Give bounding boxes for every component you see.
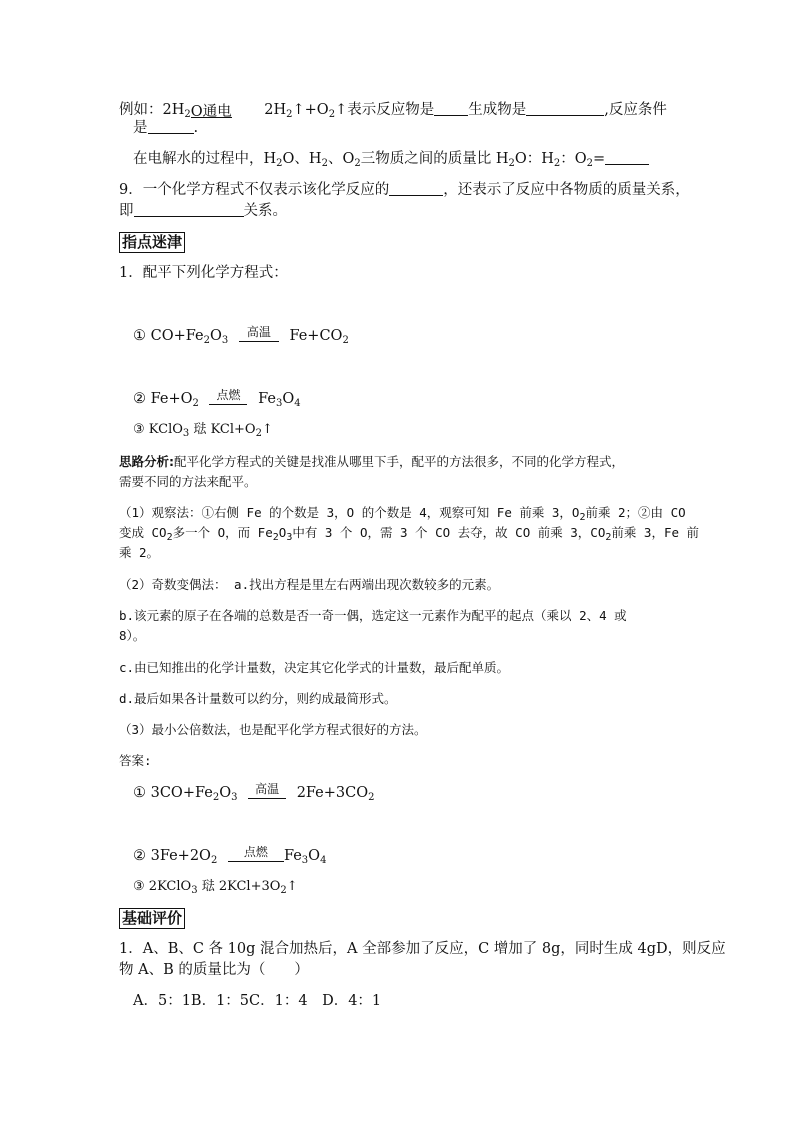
text: 前乘 3，Fe 前 (611, 525, 700, 540)
subscript: 2 (276, 158, 283, 169)
text: 2KClO (148, 879, 192, 894)
question-9-line-2 (119, 201, 287, 221)
basic-q1-line-1: 1．A、B、C 各 10g 混合加热后，A 全部参加了反应，C 增加了 8g，同时生成 4gD，则反应 (119, 941, 726, 957)
text: 在电解水的过程中，H (133, 151, 277, 167)
text: O (190, 104, 203, 120)
question-1-title: 1．配平下列化学方程式： (119, 265, 288, 281)
condition-text: 高温 (255, 782, 280, 796)
analysis-p3-line-2: 8）。 (119, 628, 146, 643)
text: 即 (119, 203, 134, 219)
section-title-basic-evaluation: 基础评价 (119, 908, 185, 929)
basic-q1-line-2: 物 A、B 的质量比为（ ） (119, 962, 309, 978)
subscript: 2 (184, 109, 191, 120)
answer-equation-3 (133, 877, 298, 897)
number: ③ (133, 422, 145, 437)
condition-text: 通电 (202, 104, 232, 120)
equation-1 (133, 326, 349, 346)
text: 9．一个化学方程式不仅表示该化学反应的 (119, 182, 390, 198)
number: ① (133, 328, 146, 344)
text: 中有 3 个 O，需 3 个 CO 去夺，故 CO 前乘 3，CO (292, 525, 606, 540)
text: 配平化学方程式的关键是找准从哪里下手，配平的方法很多，不同的化学方程式， (174, 454, 625, 469)
condition-text: 高温 (246, 325, 271, 339)
analysis-p3-line-1: b.该元素的原子在各端的总数是否一奇一偶，选定这一元素作为配平的起点（乘以 2、4 或 (119, 608, 627, 623)
subscript: 3 (221, 335, 229, 346)
text: = (593, 151, 606, 167)
text: O：H (514, 151, 554, 167)
analysis-p6: （3）最小公倍数法，也是配平化学方程式很好的方法。 (119, 722, 427, 737)
condition-bar (209, 404, 247, 405)
text: Fe+CO (289, 328, 343, 344)
text: 2H (264, 102, 287, 118)
subscript: 2 (605, 532, 612, 543)
blank (148, 119, 194, 134)
text: 前乘 2；②由 CO (585, 505, 686, 520)
analysis-p5: d.最后如果各计量数可以约分，则约成最简形式。 (119, 691, 397, 706)
text: O (308, 848, 321, 864)
text: 关系。 (243, 203, 287, 219)
reaction-condition (248, 782, 286, 799)
subscript: 3 (182, 428, 190, 439)
reaction-condition (209, 388, 247, 405)
text: O (278, 525, 287, 540)
analysis-p2: （2）奇数变偶法： a.找出方程是里左右两端出现次数较多的元素。 (119, 577, 500, 592)
text: 变成 CO (119, 525, 167, 540)
subscript: 3 (231, 792, 238, 803)
subscript: 2 (321, 158, 328, 169)
subscript: 2 (212, 792, 220, 803)
text: 生成物是 (468, 102, 527, 118)
blank (605, 150, 649, 165)
text: Fe+O (150, 391, 193, 407)
subscript: 2 (342, 335, 349, 346)
text: ↑+O (292, 102, 329, 118)
subscript: 3 (275, 398, 283, 409)
equation-2 (133, 389, 301, 409)
text: 多一个 O，而 Fe (172, 525, 273, 540)
subscript: 2 (586, 158, 594, 169)
number: ③ (133, 879, 145, 894)
analysis-p1-line-2 (119, 523, 699, 543)
condition-text: 点燃 (243, 845, 268, 859)
blank (389, 181, 443, 196)
text: O、H (282, 151, 322, 167)
text: 3CO+Fe (150, 785, 213, 801)
text: ↑表示反应物是 (335, 102, 435, 118)
analysis-p4: c.由已知推出的化学计量数，决定其它化学式的计量数，最后配单质。 (119, 660, 510, 675)
underlined-condition (191, 102, 232, 118)
subscript: 2 (210, 855, 218, 866)
subscript: 2 (286, 109, 293, 120)
blank (134, 202, 244, 217)
subscript: 2 (328, 109, 336, 120)
number: ② (133, 391, 146, 407)
text: 3Fe+2O (150, 848, 211, 864)
subscript: 4 (294, 398, 301, 409)
blank (434, 101, 468, 116)
text: . (193, 120, 199, 136)
number: ② (133, 848, 146, 864)
text: Fe (283, 848, 302, 864)
text: ，还表示了反应中各物质的质量关系， (443, 182, 690, 198)
number: ① (133, 785, 146, 801)
subscript: 2 (354, 158, 361, 169)
example-line-2 (133, 118, 198, 138)
answer-equation-2 (133, 846, 326, 866)
up-arrow: ↑ (261, 422, 273, 437)
answer-equation-1 (133, 783, 375, 803)
text: Fe (258, 391, 276, 407)
subscript: 3 (191, 885, 198, 896)
analysis-line-1 (119, 452, 624, 472)
condition-bar (239, 341, 279, 342)
subscript: 2 (553, 158, 561, 169)
up-arrow: ↑ (286, 879, 298, 894)
basic-q1-options: A．5：1B．1：5C．1：4 D．4：1 (133, 993, 382, 1009)
text: KClO (148, 422, 183, 437)
subscript: 2 (368, 792, 375, 803)
subscript: 2 (579, 512, 586, 523)
text: 琺 (189, 422, 211, 437)
text: ：O (560, 151, 587, 167)
text: ,反应条件 (604, 102, 667, 118)
text: 2Fe+3CO (296, 785, 369, 801)
subscript: 2 (272, 532, 279, 543)
reaction-condition (239, 325, 279, 342)
text: O (282, 391, 295, 407)
section-title-guide: 指点迷津 (119, 232, 185, 253)
text: O (219, 785, 232, 801)
blank (526, 101, 604, 116)
example-line (119, 100, 667, 120)
text: 例如：2H (119, 102, 185, 118)
subscript: 2 (508, 158, 515, 169)
analysis-line-2: 需要不同的方法来配平。 (119, 474, 257, 489)
analysis-p1-line-3: 乘 2。 (119, 545, 160, 560)
subscript: 2 (166, 532, 173, 543)
text: （1）观察法：①右侧 Fe 的个数是 3，O 的个数是 4，观察可知 Fe 前乘 3，O (119, 505, 580, 520)
subscript: 2 (203, 335, 210, 346)
subscript: 2 (192, 398, 199, 409)
equation-3 (133, 420, 273, 440)
subscript: 2 (255, 428, 262, 439)
text: 三物质之间的质量比 H (360, 151, 509, 167)
subscript: 2 (280, 885, 287, 896)
text: 2KCl+3O (218, 879, 281, 894)
text: 琺 (197, 879, 219, 894)
reaction-condition (228, 845, 284, 862)
condition-bar (228, 861, 284, 862)
question-9-line-1 (119, 180, 690, 200)
subscript: 4 (320, 855, 327, 866)
analysis-label: 思路分析: (119, 454, 174, 469)
text: 是 (133, 120, 148, 136)
text: KCl+O (210, 422, 256, 437)
mass-ratio-line (133, 149, 649, 169)
answer-label: 答案: (119, 753, 152, 768)
text: CO+Fe (150, 328, 204, 344)
subscript: 3 (286, 532, 293, 543)
condition-bar (248, 798, 286, 799)
text: O (209, 328, 222, 344)
subscript: 3 (301, 855, 309, 866)
analysis-p1-line-1 (119, 503, 686, 523)
text: 、O (327, 151, 355, 167)
condition-text: 点燃 (216, 388, 241, 402)
